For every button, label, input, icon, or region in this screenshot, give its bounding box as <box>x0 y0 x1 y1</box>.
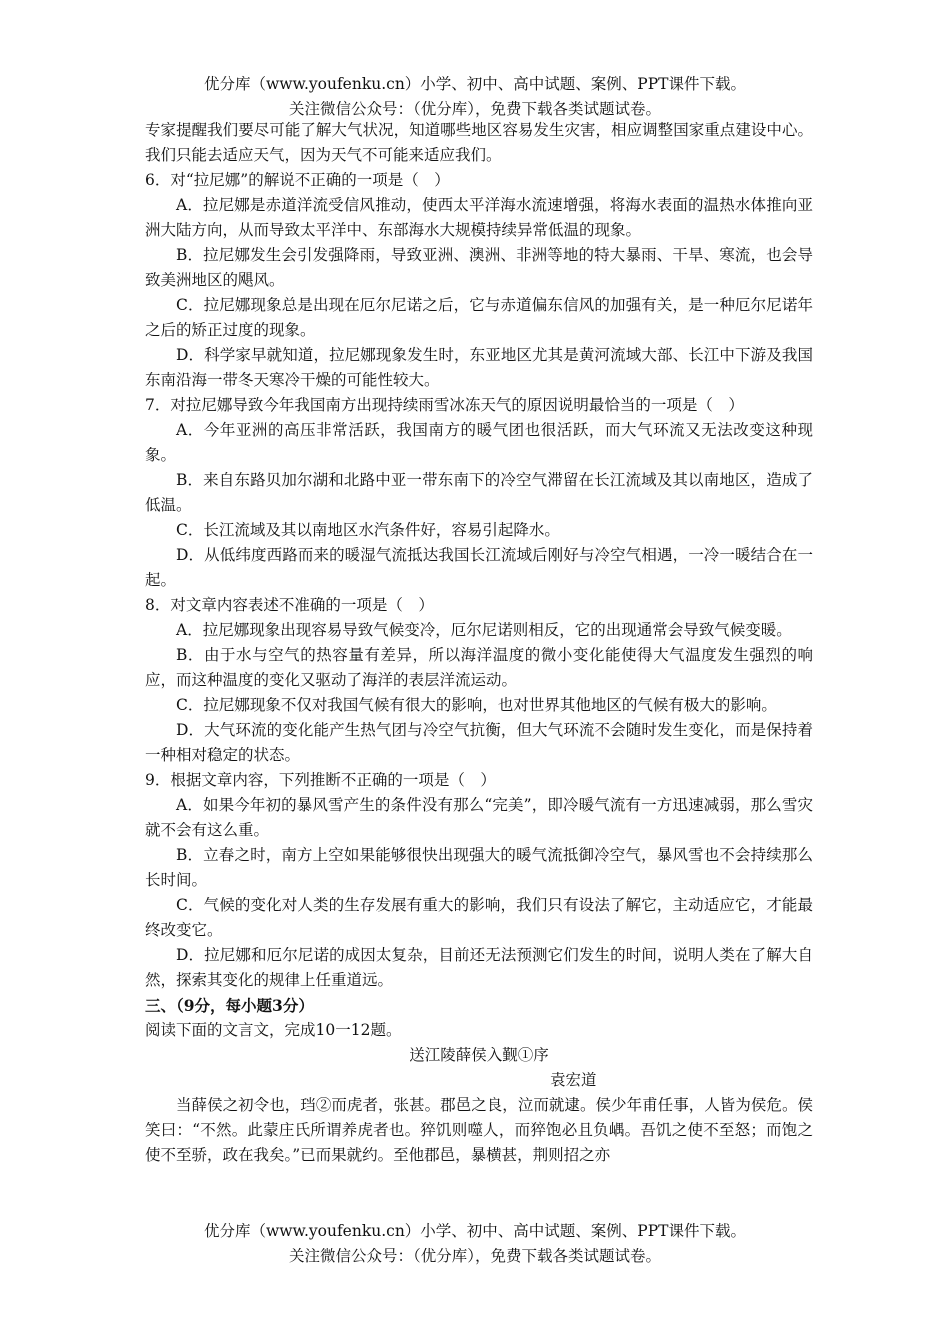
section-heading: 三、（9分，每小题3分） <box>145 996 314 1015</box>
section-instruction: 阅读下面的文言文，完成10一12题。 <box>145 1021 402 1039</box>
option-a: A．拉尼娜现象出现容易导致气候变冷，厄尔尼诺则相反，它的出现通常会导致气候变暖。 <box>176 621 792 639</box>
option-b: B．立春之时，南方上空如果能够很快出现强大的暖气流抵御冷空气，暴风雪也不会持续那么长时间。 <box>145 846 813 889</box>
passage-body: 当薛侯之初令也，珰②而虎者，张甚。郡邑之良，泣而就逮。侯少年甫任事，人皆为侯危。侯笑曰：“不然。此蒙庄氏所谓养虎者也。猝饥则噬人，而猝饱必且负嵎。吾饥之使不至怒；而饱之使不至骄，政在我矣。”已而果就约。至他郡邑，暴横甚，荆则招之亦 <box>145 1096 813 1164</box>
option-c: C．拉尼娜现象不仅对我国气候有很大的影响，也对世界其他地区的气候有极大的影响。 <box>176 696 777 714</box>
option-d: D．科学家早就知道，拉尼娜现象发生时，东亚地区尤其是黄河流域大部、长江中下游及我国东南沿海一带冬天寒冷干燥的可能性较大。 <box>145 346 813 389</box>
passage-title: 送江陵薛侯入觐①序 <box>409 1046 549 1064</box>
header-line-1: 优分库（www.youfenku.cn）小学、初中、高中试题、案例、PPT课件下载。 <box>203 75 747 93</box>
footer-line-1: 优分库（www.youfenku.cn）小学、初中、高中试题、案例、PPT课件下载。 <box>203 1222 747 1240</box>
header-line-2: 关注微信公众号：（优分库），免费下载各类试题试卷。 <box>288 100 661 118</box>
question-6 <box>145 168 813 393</box>
option-a: A．拉尼娜是赤道洋流受信风推动，使西太平洋海水流速增强，将海水表面的温热水体推向亚洲大陆方向，从而导致太平洋中、东部海水大规模持续异常低温的现象。 <box>145 196 813 239</box>
question-8 <box>145 593 813 768</box>
option-c: C．拉尼娜现象总是出现在厄尔尼诺之后，它与赤道偏东信风的加强有关，是一种厄尔尼诺年之后的矫正过度的现象。 <box>145 296 813 339</box>
option-c: C．长江流域及其以南地区水汽条件好，容易引起降水。 <box>176 521 560 539</box>
option-a: A．如果今年初的暴风雪产生的条件没有那么“完美”，即冷暖气流有一方迅速减弱，那么雪灾就不会有这么重。 <box>145 796 813 839</box>
question-stem: 7．对拉尼娜导致今年我国南方出现持续雨雪冰冻天气的原因说明最恰当的一项是（ ） <box>145 396 744 414</box>
question-stem: 9．根据文章内容，下列推断不正确的一项是（ ） <box>145 771 496 789</box>
main-content <box>145 118 813 1168</box>
question-9 <box>145 768 813 993</box>
question-stem: 6．对“拉尼娜”的解说不正确的一项是（ ） <box>145 171 450 189</box>
option-d: D．大气环流的变化能产生热气团与冷空气抗衡，但大气环流不会随时发生变化，而是保持着一种相对稳定的状态。 <box>145 721 813 764</box>
intro-paragraph: 专家提醒我们要尽可能了解大气状况，知道哪些地区容易发生灾害，相应调整国家重点建设中心。我们只能去适应天气，因为天气不可能来适应我们。 <box>145 121 813 164</box>
option-d: D．从低纬度西路而来的暖湿气流抵达我国长江流域后刚好与冷空气相遇，一冷一暖结合在一起。 <box>145 546 813 589</box>
option-b: B．由于水与空气的热容量有差异，所以海洋温度的微小变化能使得大气温度发生强烈的响应，而这种温度的变化又驱动了海洋的表层洋流运动。 <box>145 646 813 689</box>
option-b: B．来自东路贝加尔湖和北路中亚一带东南下的冷空气滞留在长江流域及其以南地区，造成了低温。 <box>145 471 813 514</box>
option-d: D．拉尼娜和厄尔尼诺的成因太复杂，目前还无法预测它们发生的时间，说明人类在了解大自然，探索其变化的规律上任重道远。 <box>145 946 813 989</box>
option-c: C．气候的变化对人类的生存发展有重大的影响，我们只有设法了解它，主动适应它，才能最终改变它。 <box>145 896 813 939</box>
question-7 <box>145 393 813 593</box>
passage-author: 袁宏道 <box>550 1071 597 1089</box>
option-b: B．拉尼娜发生会引发强降雨，导致亚洲、澳洲、非洲等地的特大暴雨、干旱、寒流，也会导致美洲地区的飓风。 <box>145 246 813 289</box>
question-stem: 8．对文章内容表述不准确的一项是（ ） <box>145 596 434 614</box>
footer-line-2: 关注微信公众号：（优分库），免费下载各类试题试卷。 <box>288 1247 661 1265</box>
option-a: A．今年亚洲的高压非常活跃，我国南方的暖气团也很活跃，而大气环流又无法改变这种现象。 <box>145 421 813 464</box>
